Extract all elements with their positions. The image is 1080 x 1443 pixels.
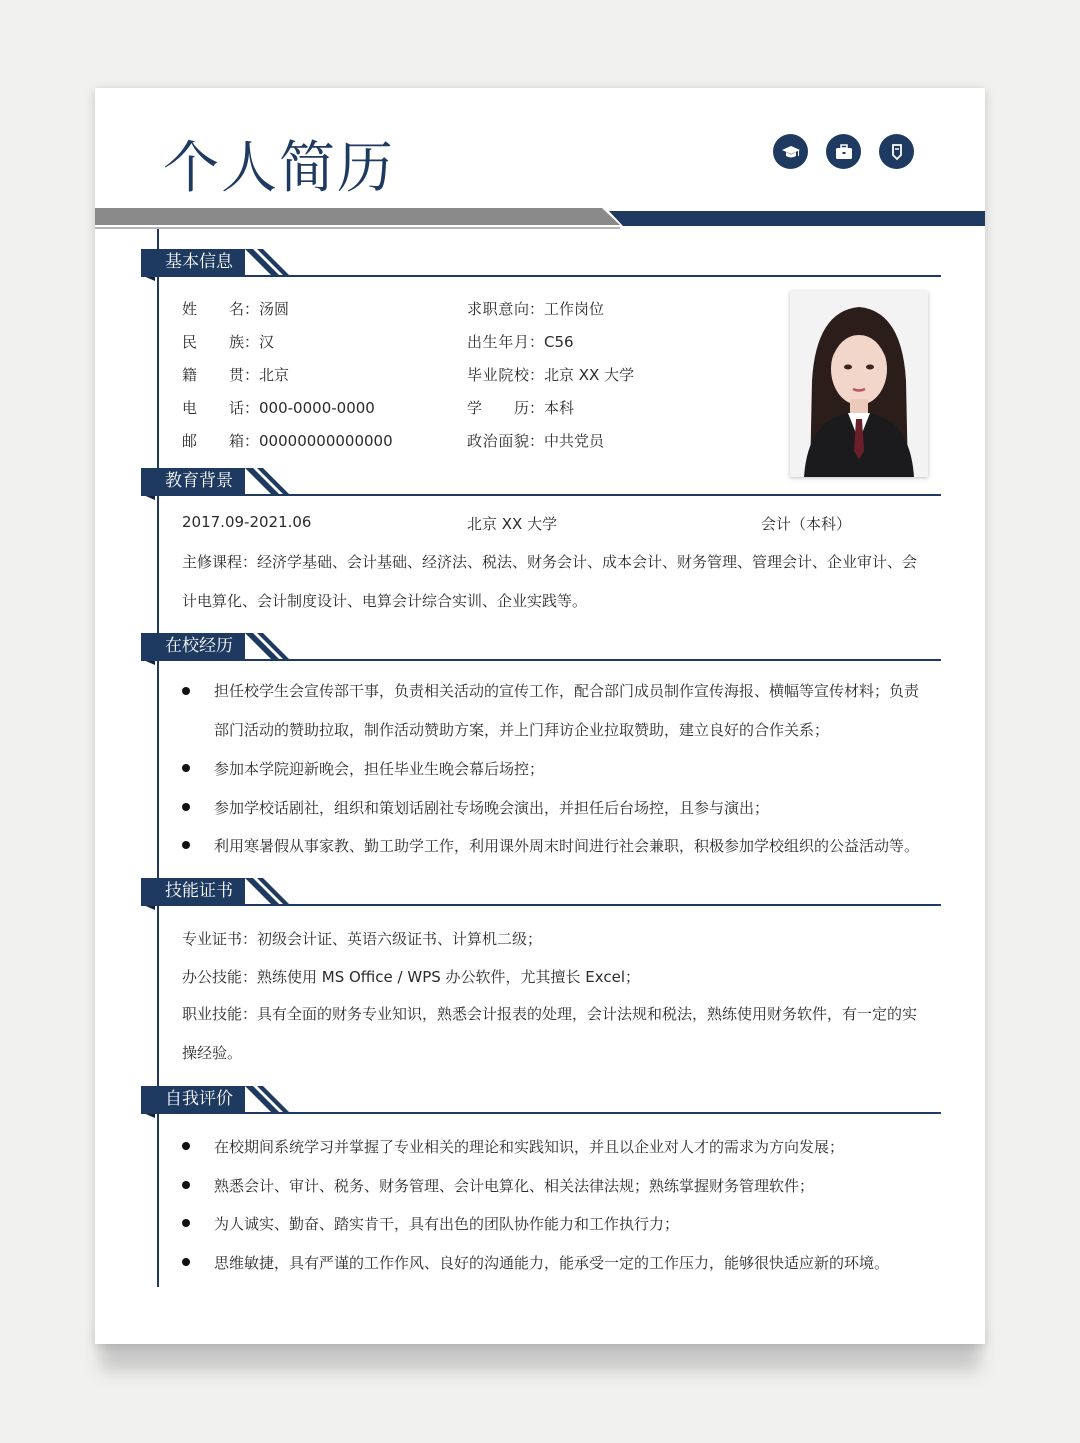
header-bar-navy <box>609 211 985 226</box>
self-item: 思维敏捷，具有严谨的工作作风、良好的沟通能力，能承受一定的工作压力，能够很快适应新的环境。 <box>214 1254 890 1272</box>
section-title: 基本信息 <box>165 252 233 272</box>
section-title: 自我评价 <box>165 1089 233 1109</box>
info-birth: 出生年月：C56 <box>467 333 574 351</box>
info-email: 邮箱：00000000000000 <box>182 432 393 450</box>
section-title: 技能证书 <box>165 881 233 901</box>
bullet-dot <box>182 803 190 811</box>
campus-item: 参加学校话剧社，组织和策划话剧社专场晚会演出，并担任后台场控，且参与演出； <box>214 799 770 817</box>
skill-office: 办公技能：熟练使用 MS Office / WPS 办公软件，尤其擅长 Excel； <box>182 968 641 986</box>
left-timeline <box>157 229 159 1287</box>
info-hometown: 籍贯：北京 <box>182 366 290 384</box>
profile-photo <box>790 291 928 477</box>
header-icons <box>773 134 914 169</box>
section-skills-heading <box>141 878 941 906</box>
info-phone: 电话：000-0000-0000 <box>182 399 375 417</box>
campus-item: 参加本学院迎新晚会，担任毕业生晚会幕后场控； <box>214 760 545 778</box>
skill-cert: 专业证书：初级会计证、英语六级证书、计算机二级； <box>182 930 543 948</box>
section-education-heading <box>141 468 941 496</box>
bullet-dot <box>182 1219 190 1227</box>
briefcase-icon <box>826 134 861 169</box>
edu-courses: 主修课程：经济学基础、会计基础、经济法、税法、财务会计、成本会计、财务管理、管理会计、企业审计、会 计电算化、会计制度设计、电算会计综合实训、企业实践等。 <box>182 553 918 610</box>
stripes-decoration <box>245 249 291 277</box>
self-item: 在校期间系统学习并掌握了专业相关的理论和实践知识，并且以企业对人才的需求为方向发展； <box>214 1138 845 1156</box>
info-school: 毕业院校：北京 XX 大学 <box>467 366 635 384</box>
bullet-dot <box>182 764 190 772</box>
bullet-dot <box>182 1181 190 1189</box>
section-title: 教育背景 <box>165 471 233 491</box>
section-basic-heading <box>141 249 941 277</box>
graduation-cap-icon <box>773 134 808 169</box>
page-title: 个人简历 <box>163 136 395 201</box>
info-degree: 学历：本科 <box>467 399 575 417</box>
self-item: 熟悉会计、审计、税务、财务管理、会计电算化、相关法律法规；熟练掌握财务管理软件； <box>214 1177 815 1195</box>
header-bar-underline <box>95 227 620 229</box>
header-bar-gray <box>95 208 620 225</box>
info-job-intention: 求职意向：工作岗位 <box>467 300 605 318</box>
campus-item: 利用寒暑假从事家教、勤工助学工作，利用课外周末时间进行社会兼职，积极参加学校组织的公益活动等。 <box>214 837 920 855</box>
stripes-decoration <box>245 1086 291 1114</box>
section-campus-heading <box>141 633 941 661</box>
pen-icon <box>879 134 914 169</box>
info-ethnicity: 民族：汉 <box>182 333 275 351</box>
self-item: 为人诚实、勤奋、踏实肯干，具有出色的团队协作能力和工作执行力； <box>214 1215 680 1233</box>
campus-item: 担任校学生会宣传部干事，负责相关活动的宣传工作，配合部门成员制作宣传海报、横幅等宣传材料；负责 部门活动的赞助拉取，制作活动赞助方案，并上门拜访企业拉取赞助，建立良好的合作关系； <box>214 682 920 739</box>
stripes-decoration <box>245 633 291 661</box>
edu-major: 会计（本科） <box>761 515 852 533</box>
edu-school: 北京 XX 大学 <box>467 515 558 533</box>
skill-job: 职业技能：具有全面的财务专业知识，熟悉会计报表的处理，会计法规和税法，熟练使用财务软件，有一定的实 操经验。 <box>182 1005 918 1062</box>
resume-page <box>95 88 985 1344</box>
edu-period: 2017.09-2021.06 <box>182 513 312 531</box>
info-political: 政治面貌：中共党员 <box>467 432 605 450</box>
bullet-dot <box>182 1142 190 1150</box>
bullet-dot <box>182 687 190 695</box>
bullet-dot <box>182 1258 190 1266</box>
section-title: 在校经历 <box>165 636 233 656</box>
info-name: 姓名：汤圆 <box>182 300 290 318</box>
stripes-decoration <box>245 468 291 496</box>
bullet-dot <box>182 841 190 849</box>
stripes-decoration <box>245 878 291 906</box>
section-self-heading <box>141 1086 941 1114</box>
